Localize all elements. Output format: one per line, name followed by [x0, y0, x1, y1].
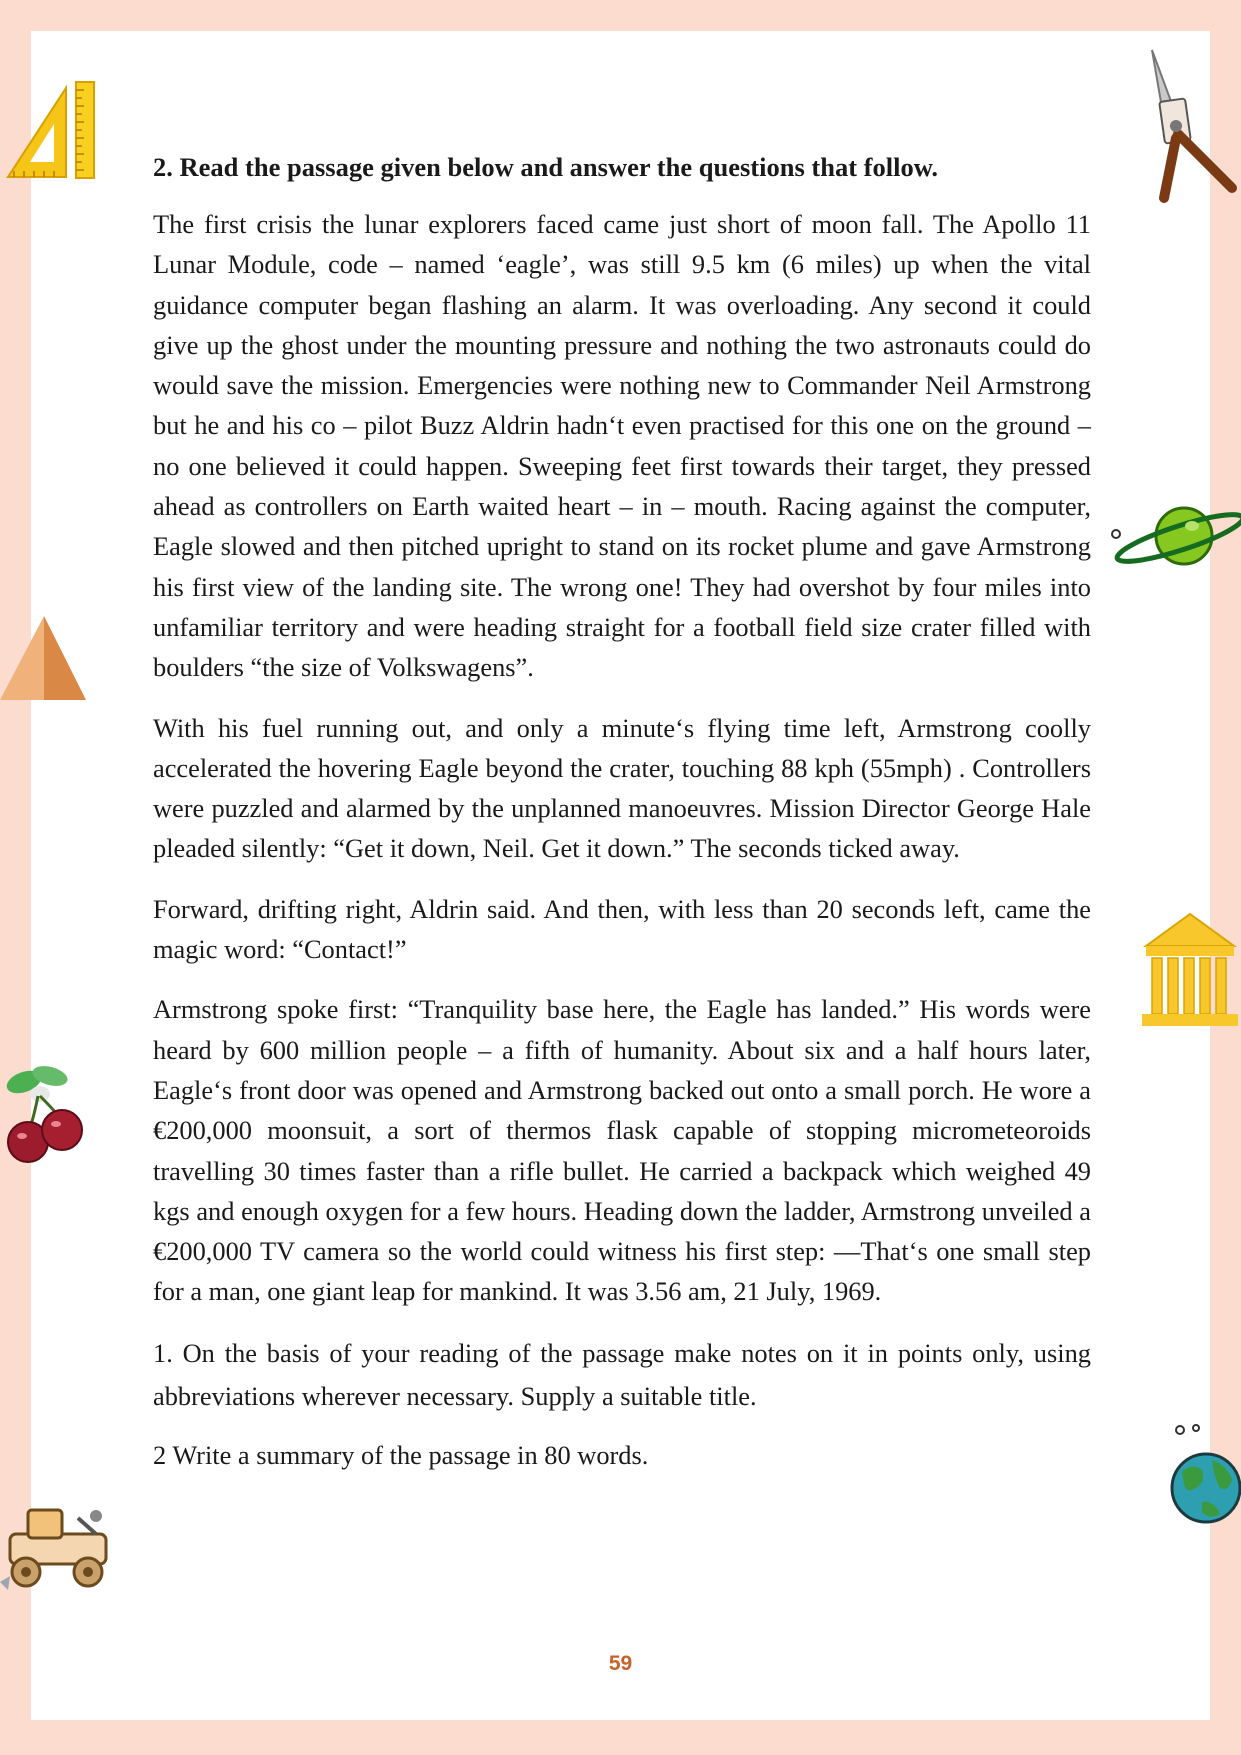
cherries-icon [4, 1056, 86, 1166]
pyramid-icon [0, 612, 88, 704]
passage-paragraph: Forward, drifting right, Aldrin said. And then, with less than 20 seconds left, came the magic word: “Contact!” [153, 893, 1091, 965]
passage-paragraph: With his fuel running out, and only a minute‘s flying time left, Armstrong coolly accelerated the hovering Eagle beyond the crater, touching 88 kph (55mph) . Controllers were puzzled and alarmed by the unplanned manoeuvres. Mission Director George Hale pleaded silently: “Get it down, Neil. Get it down.” The seconds ticked away. [153, 712, 1091, 864]
page-number: 59 [608, 1652, 633, 1675]
exercise-heading: 2. Read the passage given below and answer the questions that follow. [153, 152, 939, 182]
passage-paragraph: The first crisis the lunar explorers faced came just short of moon fall. The Apollo 11 Lunar Module, code – named ‘eagle’, was still 9.5 km (6 miles) up when the vital guidance computer began flashing an alarm. It was overloading. Any second it could give up the ghost under the mounting pressure and nothing the two astronauts could do would save the mission. Emergencies were nothing new to Commander Neil Armstrong but he and his co – pilot Buzz Aldrin hadn‘t even practised for this one on the ground – no one believed it could happen. Sweeping feet first towards their target, they pressed ahead as controllers on Earth waited heart – in – mouth. Racing against the computer, Eagle slowed and then pitched upright to stand on its rocket plume and gave Armstrong his first view of the landing site. The wrong one! They had overshot by four miles into unfamiliar territory and were heading straight for a football field size crater filled with boulders “the size of Volkswagens”. [153, 209, 1091, 683]
globe-icon [1162, 1422, 1241, 1526]
question-2: 2 Write a summary of the passage in 80 words. [153, 1439, 649, 1470]
passage-paragraph: Armstrong spoke first: “Tranquility base here, the Eagle has landed.” His words were heard by 600 million people – a fifth of humanity. About six and a half hours later, Eagle‘s front door was opened and Armstrong backed out onto a small porch. He wore a €200,000 moonsuit, a sort of thermos flask capable of stopping micrometeoroids travelling 30 times faster than a rifle bullet. He carried a backpack which weighed 49 kgs and enough oxygen for a few hours. Heading down the ladder, Armstrong unveiled a €200,000 TV camera so the world could witness his first step: ―That‘s one small step for a man, one giant leap for mankind. It was 3.56 am, 21 July, 1969. [153, 994, 1091, 1307]
question-1: 1. On the basis of your reading of the passage make notes on it in points only, using abbreviations wherever necessary. Supply a suitable title. [153, 1337, 1091, 1411]
temple-icon [1140, 912, 1241, 1028]
document-body [153, 146, 1091, 1493]
planet-icon [1110, 498, 1241, 574]
compass-icon [1146, 48, 1240, 204]
toy-car-icon [0, 1498, 124, 1598]
set-square-ruler-icon [4, 80, 100, 182]
